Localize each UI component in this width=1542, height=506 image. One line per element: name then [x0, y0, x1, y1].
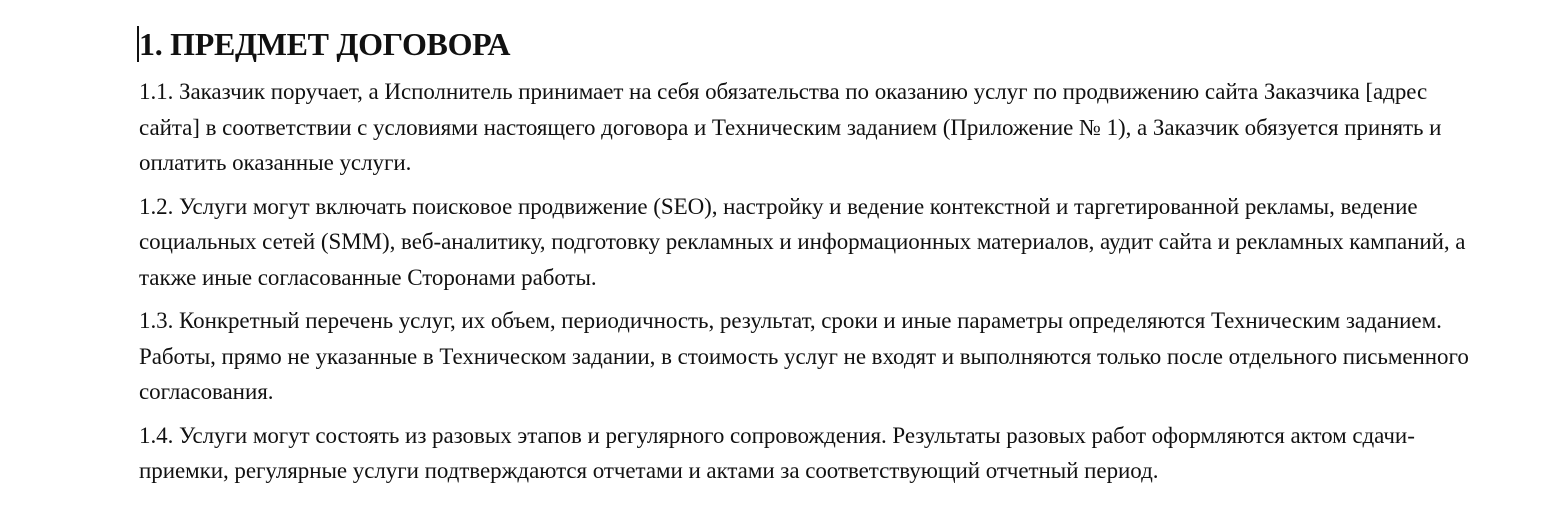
text-cursor — [137, 26, 139, 62]
section-heading-row — [139, 22, 1484, 66]
section-title[interactable]: 1. ПРЕДМЕТ ДОГОВОРА — [139, 26, 511, 62]
clause-1-4[interactable]: 1.4. Услуги могут состоять из разовых этапов и регулярного сопровождения. Результаты разовых работ оформляются актом сдачи-приемки, регулярные услуги подтверждаются отчетами и актами за соответствующий отчетный период. — [139, 422, 1415, 483]
clause-1-3[interactable]: 1.3. Конкретный перечень услуг, их объем, периодичность, результат, сроки и иные параметры определяются Техническим заданием. Работы, прямо не указанные в Техническом задании, в стоимость услуг не входят и выполняются только после отдельного письменного согласования. — [139, 308, 1469, 404]
clause-1-1[interactable]: 1.1. Заказчик поручает, а Исполнитель принимает на себя обязательства по оказанию услуг по продвижению сайта Заказчика [адрес сайта] в соответствии с условиями настоящего договора и Техническим заданием (Приложение № 1), а Заказчик обязуется принять и оплатить оказанные услуги. — [139, 79, 1442, 175]
document-page[interactable] — [139, 22, 1484, 489]
clause-1-2[interactable]: 1.2. Услуги могут включать поисковое продвижение (SEO), настройку и ведение контекстной и таргетированной рекламы, ведение социальных сетей (SMM), веб-аналитику, подготовку рекламных и информационных материалов, аудит сайта и рекламных кампаний, а также иные согласованные Сторонами работы. — [139, 193, 1466, 290]
